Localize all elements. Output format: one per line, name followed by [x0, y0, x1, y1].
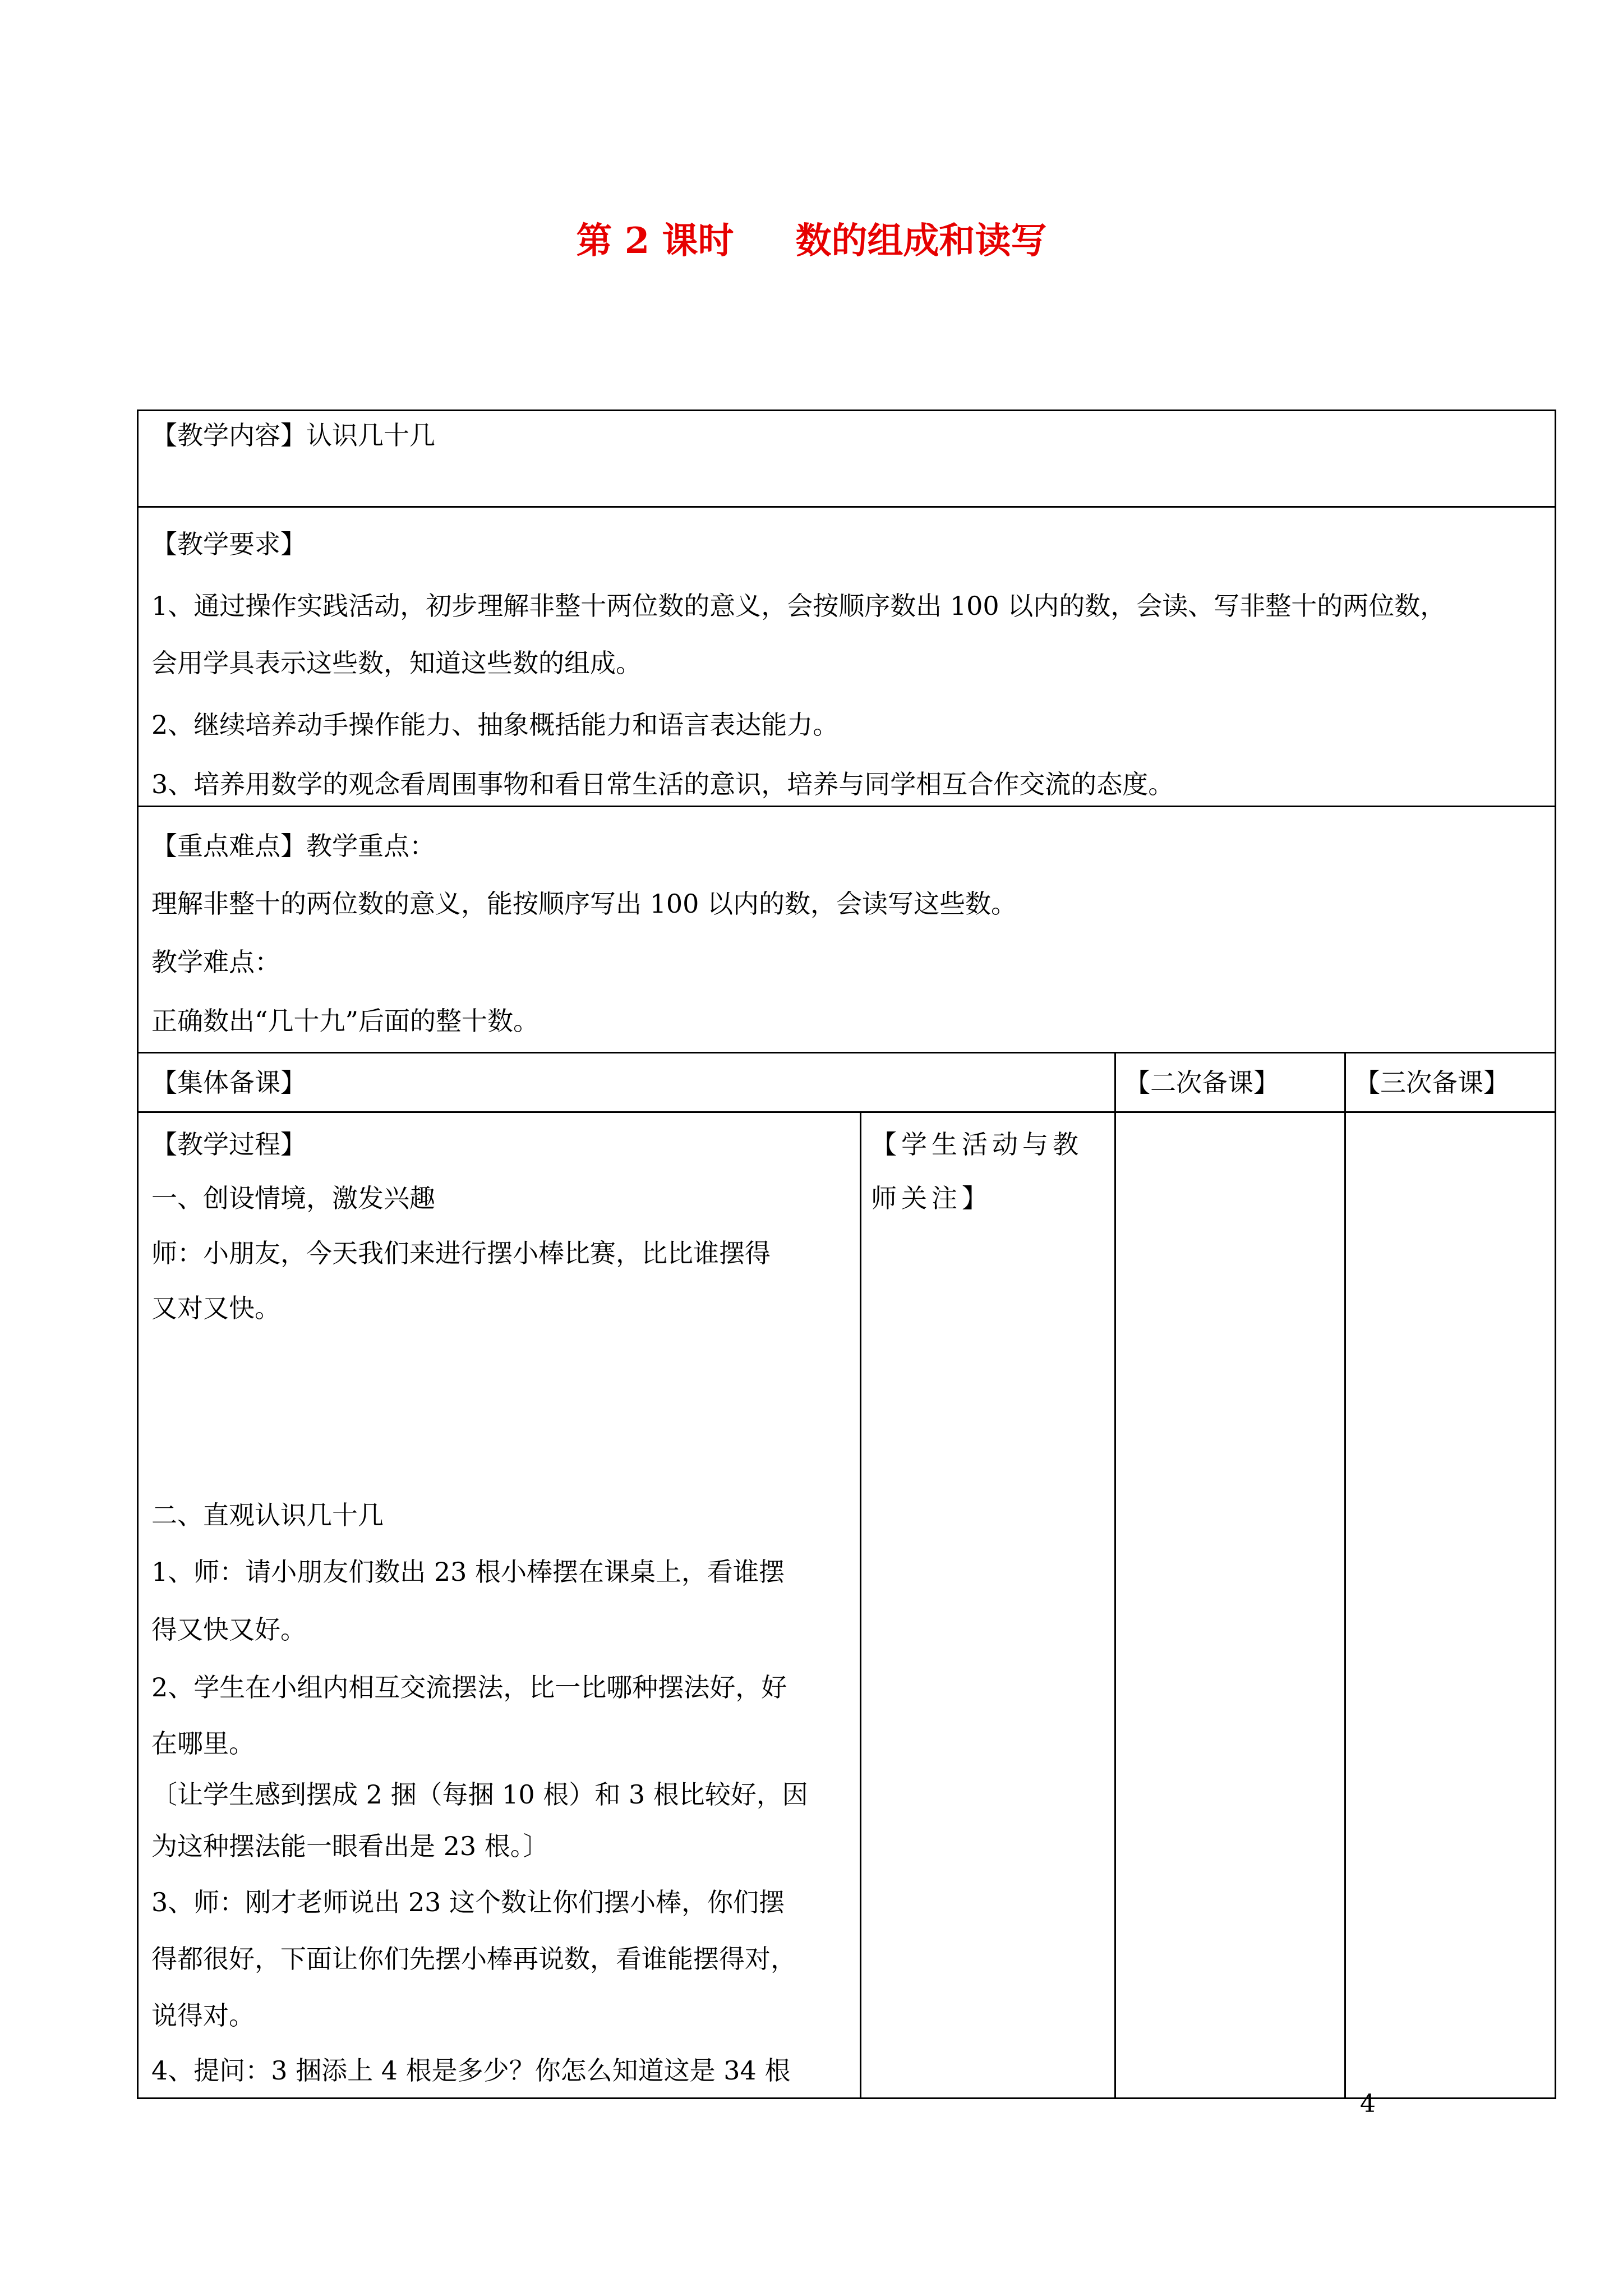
process-line: 师：小朋友，今天我们来进行摆小棒比赛，比比谁摆得	[151, 1238, 771, 1268]
requirement-item-2: 2、继续培养动手操作能力、抽象概括能力和语言表达能力。	[151, 710, 839, 740]
requirement-item-1-cont: 会用学具表示这些数，知道这些数的组成。	[151, 648, 642, 678]
process-line: 〔让学生感到摆成 2 捆（每捆 10 根）和 3 根比较好，因	[151, 1779, 808, 1810]
row-divider	[137, 506, 1556, 508]
process-heading: 【教学过程】	[151, 1129, 306, 1159]
requirements-heading: 【教学要求】	[151, 529, 306, 559]
row-divider	[137, 1052, 1556, 1053]
teaching-content	[151, 408, 435, 462]
second-prep-header: 【二次备课】	[1124, 1068, 1279, 1098]
process-line: 为这种摆法能一眼看出是 23 根。〕	[151, 1831, 549, 1861]
teaching-focus: 理解非整十的两位数的意义，能按顺序写出 100 以内的数，会读写这些数。	[151, 889, 1017, 919]
requirement-item-1: 1、通过操作实践活动，初步理解非整十两位数的意义，会按顺序数出 100 以内的数，会读、写非整十的两位数，	[151, 591, 1446, 621]
table-border-right	[1555, 409, 1556, 2099]
process-line: 得都很好，下面让你们先摆小棒再说数，看谁能摆得对，	[151, 1944, 796, 1974]
process-line: 在哪里。	[151, 1728, 255, 1759]
keypoints-heading: 【重点难点】教学重点：	[151, 831, 435, 861]
lesson-topic: 数的组成和读写	[795, 220, 1047, 262]
collective-prep-header: 【集体备课】	[151, 1068, 306, 1098]
lesson-number: 第 2 课时	[576, 220, 734, 262]
teaching-difficulty: 正确数出“几十九”后面的整十数。	[151, 1006, 540, 1036]
process-line: 4、提问：3 捆添上 4 根是多少？你怎么知道这是 34 根	[151, 2055, 791, 2086]
table-border-bottom	[137, 2097, 1556, 2099]
process-line: 又对又快。	[151, 1293, 280, 1323]
table-border-left	[137, 409, 139, 2099]
column-divider	[1114, 1052, 1116, 2099]
process-line: 一、创设情境，激发兴趣	[151, 1183, 435, 1213]
page-title	[0, 212, 1623, 264]
teaching-content-label: 【教学内容】	[151, 420, 306, 450]
third-prep-header: 【三次备课】	[1354, 1068, 1509, 1098]
process-line: 二、直观认识几十几	[151, 1500, 384, 1530]
student-activity-heading: 【学生活动与教师关注】	[871, 1129, 1083, 1213]
process-line: 1、师：请小朋友们数出 23 根小棒摆在课桌上，看谁摆	[151, 1557, 785, 1587]
requirement-item-3: 3、培养用数学的观念看周围事物和看日常生活的意识，培养与同学相互合作交流的态度。	[151, 769, 1174, 799]
column-divider	[860, 1111, 861, 2099]
process-line: 说得对。	[151, 2000, 255, 2031]
process-line: 2、学生在小组内相互交流摆法，比一比哪种摆法好，好	[151, 1672, 787, 1703]
page-number: 4	[1360, 2090, 1376, 2118]
process-line: 得又快又好。	[151, 1614, 306, 1645]
column-divider	[1344, 1052, 1346, 2099]
difficulty-label: 教学难点：	[151, 947, 280, 977]
process-line: 3、师：刚才老师说出 23 这个数让你们摆小棒，你们摆	[151, 1887, 785, 1917]
teaching-content-value: 认识几十几	[306, 420, 435, 450]
row-divider	[137, 1111, 1556, 1113]
